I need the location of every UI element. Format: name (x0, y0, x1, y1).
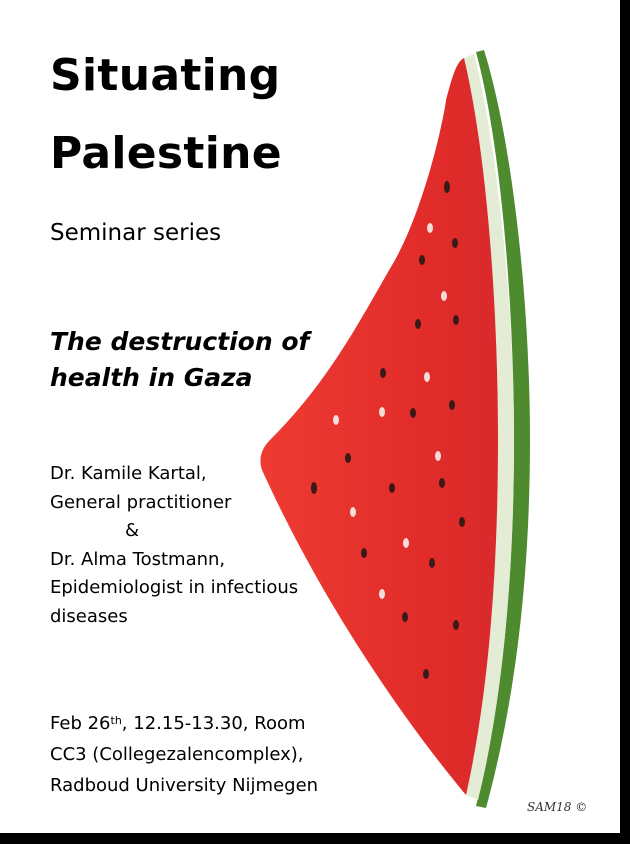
series-subtitle: Seminar series (50, 220, 222, 246)
speakers-block (50, 460, 298, 631)
speaker1-name: Dr. Kamile Kartal, (50, 463, 207, 484)
speaker2-name: Dr. Alma Tostmann, (50, 548, 226, 570)
talk-title-line2: health in Gaza (50, 363, 253, 392)
frame-border-right (620, 0, 630, 844)
event-date: Feb 26 (50, 713, 111, 734)
poster-title-line1: Situating (50, 50, 281, 101)
event-time-room: , 12.15-13.30, Room (121, 713, 306, 734)
event-location-room: CC3 (Collegezalencomplex), (50, 744, 304, 765)
event-details (50, 708, 318, 801)
poster-title (50, 50, 282, 180)
event-date-time (50, 708, 318, 739)
speakers-ampersand: & (125, 520, 140, 541)
frame-border-bottom (0, 833, 630, 844)
speaker1-role: General practitioner (50, 491, 232, 513)
speaker2-role-line1: Epidemiologist in infectious (50, 577, 299, 598)
poster-title-line2: Palestine (50, 128, 282, 179)
event-date-suffix: th (110, 714, 122, 727)
event-university: Radboud University Nijmegen (50, 775, 319, 796)
watermelon-flesh (260, 58, 498, 795)
speaker2-role-line2: diseases (50, 605, 128, 627)
talk-title (50, 324, 309, 396)
talk-title-line1: The destruction of (50, 327, 310, 356)
artist-signature: SAM18 © (527, 800, 588, 814)
